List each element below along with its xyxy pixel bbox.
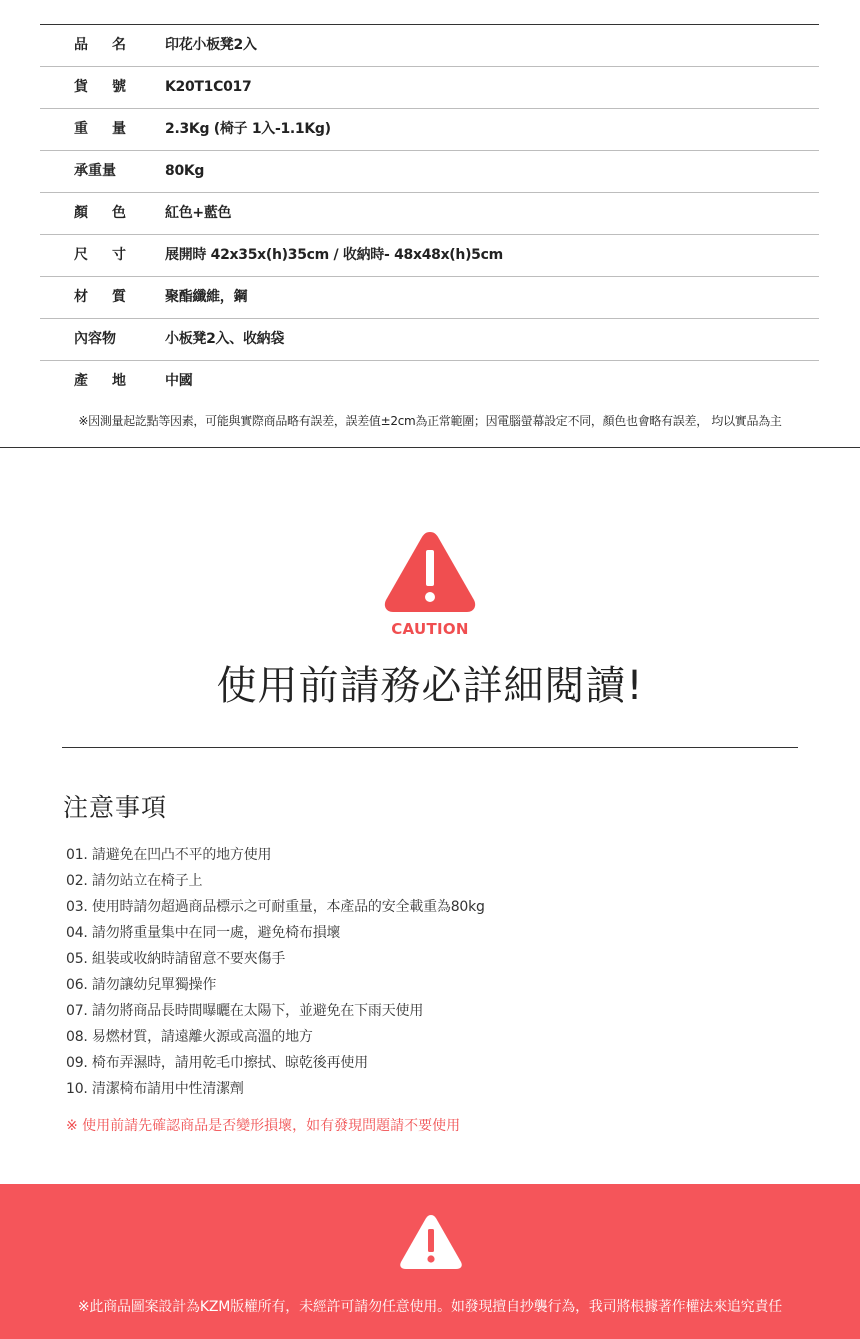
spec-value: 中國 [165, 373, 193, 389]
spec-label: 尺 寸 [74, 247, 126, 263]
list-item: 04. 請勿將重量集中在同一處，避免椅布損壞 [66, 925, 341, 941]
spec-row-color [40, 193, 819, 235]
copyright-footer [0, 1184, 860, 1339]
spec-row-name [40, 25, 819, 67]
spec-row-dimensions [40, 235, 819, 277]
spec-value: 展開時 42x35x(h)35cm / 收納時- 48x48x(h)5cm [165, 247, 503, 263]
list-item: 02. 請勿站立在椅子上 [66, 873, 203, 889]
list-item: 03. 使用時請勿超過商品標示之可耐重量，本產品的安全載重為80kg [66, 899, 485, 915]
spec-value: 小板凳2入、收納袋 [165, 331, 285, 347]
notes-warning: ※ 使用前請先確認商品是否變形損壞，如有發現問題請不要使用 [66, 1118, 461, 1134]
spec-row-contents [40, 319, 819, 361]
spec-label: 品 名 [74, 37, 126, 53]
warning-triangle-icon [398, 1212, 464, 1270]
spec-row-item-number [40, 67, 819, 109]
list-item: 10. 清潔椅布請用中性清潔劑 [66, 1081, 244, 1097]
list-item: 06. 請勿讓幼兒單獨操作 [66, 977, 217, 993]
spec-label: 內容物 [74, 331, 116, 347]
divider [62, 747, 798, 748]
spec-label: 顏 色 [74, 205, 126, 221]
spec-label: 材 質 [74, 289, 126, 305]
notes-list [66, 842, 485, 1102]
copyright-notice: ※此商品圖案設計為KZM版權所有，未經許可請勿任意使用。如發現擅自抄襲行為，我司將根據著作權法來追究責任 [77, 1299, 783, 1315]
spec-value: 80Kg [165, 163, 205, 179]
spec-row-load-capacity [40, 151, 819, 193]
spec-label: 承重量 [74, 163, 116, 179]
list-item: 09. 椅布弄濕時，請用乾毛巾擦拭、晾乾後再使用 [66, 1055, 368, 1071]
spec-label: 重 量 [74, 121, 126, 137]
spec-value: K20T1C017 [165, 79, 252, 95]
warning-triangle-icon [382, 526, 478, 614]
spec-label: 貨 號 [74, 79, 126, 95]
list-item: 07. 請勿將商品長時間曝曬在太陽下，並避免在下雨天使用 [66, 1003, 424, 1019]
spec-label: 產 地 [74, 373, 126, 389]
spec-value: 聚酯纖維，鋼 [165, 289, 248, 305]
spec-table [40, 24, 819, 403]
measurement-disclaimer: ※因測量起訖點等因素，可能與實際商品略有誤差，誤差值±2cm為正常範圍；因電腦螢幕設定不同，顏色也會略有誤差， 均以實品為主 [0, 409, 860, 448]
spec-value: 2.3Kg (椅子 1入-1.1Kg) [165, 121, 331, 137]
notes-heading: 注意事項 [63, 793, 168, 822]
list-item: 08. 易燃材質，請遠離火源或高溫的地方 [66, 1029, 313, 1045]
spec-row-material [40, 277, 819, 319]
spec-row-origin [40, 361, 819, 403]
spec-value: 紅色+藍色 [165, 205, 232, 221]
list-item: 01. 請避免在凹凸不平的地方使用 [66, 847, 272, 863]
spec-value: 印花小板凳2入 [165, 37, 257, 53]
caution-label: CAUTION [391, 620, 469, 638]
caution-title: 使用前請務必詳細閱讀! [216, 663, 644, 709]
list-item: 05. 組裝或收納時請留意不要夾傷手 [66, 951, 286, 967]
spec-row-weight [40, 109, 819, 151]
